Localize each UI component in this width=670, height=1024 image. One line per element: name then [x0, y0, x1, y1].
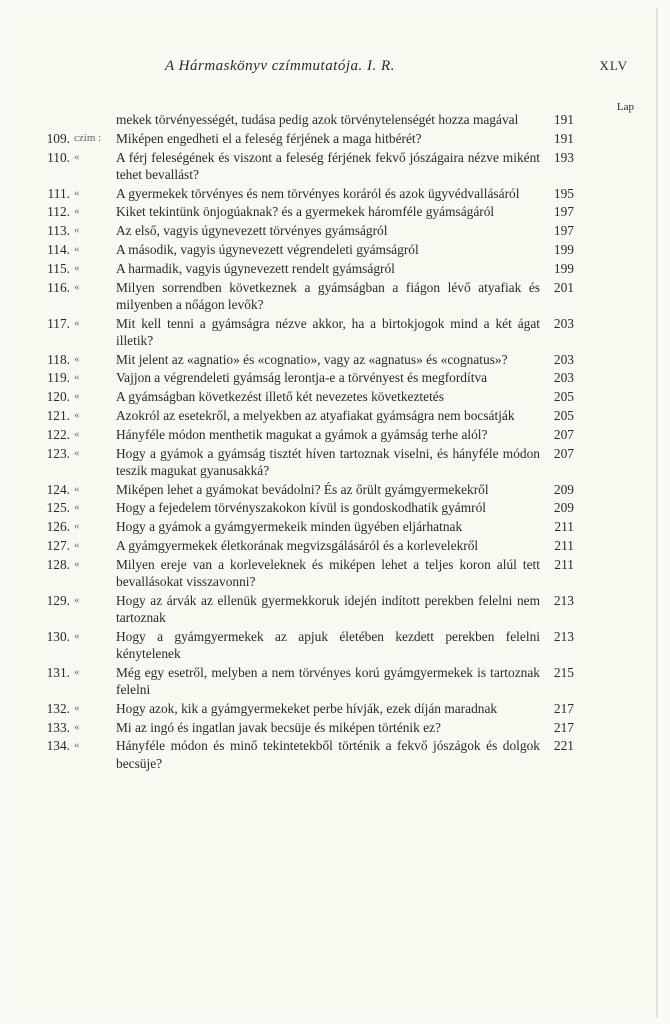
toc-entry [28, 185, 574, 202]
toc-entry [28, 260, 574, 277]
entry-label-mark: « [74, 150, 80, 163]
entry-page: 205 [553, 389, 574, 405]
toc-entry [28, 628, 574, 662]
entry-page: 211 [554, 519, 574, 535]
entry-label-mark: « [74, 629, 80, 642]
entry-title: Milyen sorrendben következnek a gyámságban a fiágon lévő atyafiak és milyenben a nőágon levők? [116, 279, 540, 312]
entry-number: 120. [46, 389, 70, 405]
toc-entry [28, 222, 574, 239]
entry-title: Vajjon a végrendeleti gyámság lerontja-e a törvényest és megfordítva [116, 370, 488, 386]
entry-number: 116. [47, 279, 70, 295]
entry-page: 203 [553, 351, 574, 367]
entry-number: 115. [47, 260, 70, 276]
entry-number [28, 111, 70, 128]
toc-entry [28, 719, 574, 736]
entry-number: 121. [46, 407, 70, 423]
entry-title: A férj feleségének és viszont a feleség férjének fekvő jószágaira nézve miként tehet bevallást? [116, 149, 540, 182]
entry-page: 211 [554, 556, 574, 572]
entry-label-mark: « [74, 446, 80, 459]
entry-label-mark: « [74, 739, 80, 752]
entry-number: 109. [46, 130, 70, 146]
entry-number: 133. [46, 719, 70, 735]
entry-page: 209 [553, 481, 574, 497]
table-of-contents [28, 111, 574, 773]
entry-page: 215 [553, 664, 574, 680]
entry-number: 111. [47, 185, 70, 201]
entry-number: 128. [46, 556, 70, 572]
entry-number: 122. [46, 426, 70, 442]
entry-label-mark: czím : [74, 131, 102, 144]
entry-page: 201 [553, 279, 574, 295]
entry-page: 205 [553, 407, 574, 423]
entry-title: Az első, vagyis úgynevezett törvényes gyámságról [116, 223, 388, 239]
entry-label-mark: « [74, 557, 80, 570]
entry-number: 124. [46, 481, 70, 497]
entry-title: Hogy az árvák az ellenük gyermekkoruk idején indított perekben felelni nem tartoznak [116, 592, 540, 625]
toc-entry [28, 149, 574, 183]
entry-number: 129. [46, 592, 70, 608]
entry-label-mark: « [74, 427, 80, 440]
toc-entry [28, 499, 574, 516]
entry-title: A harmadik, vagyis úgynevezett rendelt gyámságról [116, 260, 395, 276]
entry-number: 112. [47, 204, 70, 220]
entry-label-mark [70, 111, 116, 128]
entry-label-mark: « [74, 371, 80, 384]
toc-entry [28, 111, 574, 128]
entry-number: 130. [46, 628, 70, 644]
entry-title: Miképen lehet a gyámokat bevádolni? És az őrült gyámgyermekekről [116, 481, 489, 497]
entry-title: Mi az ingó és ingatlan javak becsüje és miképen történik ez? [116, 719, 441, 735]
entry-label-mark: « [74, 408, 80, 421]
page-header [10, 58, 656, 82]
entry-title: Milyen ereje van a korleveleknek és miképen lehet a teljes koron alúl tett bevallásokat visszavonni? [116, 556, 540, 589]
entry-number: 127. [46, 537, 70, 553]
toc-entry [28, 518, 574, 535]
toc-entry [28, 279, 574, 313]
entry-title: A gyámgyermekek életkorának megvizsgálásáról és a korlevelekről [116, 537, 479, 553]
book-page [10, 8, 658, 1018]
entry-label-mark: « [74, 390, 80, 403]
entry-page: 221 [553, 738, 574, 754]
toc-entry [28, 700, 574, 717]
entry-number: 132. [46, 700, 70, 716]
entry-label-mark: « [74, 186, 80, 199]
entry-title: Miképen engedheti el a feleség férjének a maga hitbérét? [116, 130, 422, 146]
toc-entry [28, 241, 574, 258]
entry-title: Azokról az esetekről, a melyekben az atyafiakat gyámságra nem bocsátják [116, 407, 515, 423]
entry-page: 217 [553, 719, 574, 735]
toc-entry [28, 351, 574, 368]
running-title: A Hármaskönyv czímmutatója. I. R. [165, 58, 395, 74]
entry-page: 191 [553, 130, 574, 146]
toc-entry [28, 203, 574, 220]
entry-title: Hogy azok, kik a gyámgyermekeket perbe hívják, ezek díján maradnak [116, 700, 498, 716]
toc-entry [28, 737, 574, 771]
entry-title: Még egy esetről, melyben a nem törvényes korú gyámgyermekek is tartoznak felelni [116, 664, 540, 697]
entry-number: 114. [47, 241, 70, 257]
entry-title: Hogy a gyámok a gyámság tisztét híven tartoznak viselni, és hányféle módon teszik magukat gyanusakká? [116, 445, 540, 478]
entry-label-mark: « [74, 316, 80, 329]
entry-page: 197 [553, 223, 574, 239]
entry-page: 197 [553, 204, 574, 220]
entry-label-mark: « [74, 482, 80, 495]
page-column-label: Lap [616, 101, 634, 113]
entry-number: 119. [47, 370, 70, 386]
entry-label-mark: « [74, 261, 80, 274]
entry-label-mark: « [74, 280, 80, 293]
entry-title: A gyámságban következést illető két nevezetes következtetés [116, 389, 444, 405]
toc-entry [28, 664, 574, 698]
entry-title: A gyermekek törvényes és nem törvényes koráról és azok ügyvédvallásáról [116, 185, 520, 201]
toc-entry [28, 426, 574, 443]
entry-number: 131. [46, 664, 70, 680]
entry-number: 125. [46, 500, 70, 516]
entry-page: 191 [553, 112, 574, 127]
entry-label-mark: « [74, 593, 80, 606]
entry-number: 123. [46, 445, 70, 461]
entry-page: 203 [553, 315, 574, 331]
entry-label-mark: « [74, 720, 80, 733]
toc-entry [28, 388, 574, 405]
entry-label-mark: « [74, 224, 80, 237]
toc-entry [28, 130, 574, 147]
entry-page: 195 [553, 185, 574, 201]
entry-title: Hogy a gyámok a gyámgyermekeik minden ügyében eljárhatnak [116, 519, 463, 535]
toc-entry [28, 315, 574, 349]
entry-page: 211 [554, 537, 574, 553]
entry-label-mark: « [74, 205, 80, 218]
entry-title: Hogy a gyámgyermekek az apjuk életében kezdett perekben felelni kénytelenek [116, 628, 540, 661]
entry-number: 134. [46, 738, 70, 754]
entry-page: 213 [553, 628, 574, 644]
entry-label-mark: « [74, 520, 80, 533]
entry-page: 209 [553, 500, 574, 516]
entry-title: Mit jelent az «agnatio» és «cognatio», vagy az «agnatus» és «cognatus»? [116, 351, 508, 367]
entry-title: Hányféle módon menthetik magukat a gyámok a gyámság terhe alól? [116, 426, 488, 442]
entry-number: 126. [46, 519, 70, 535]
entry-page: 207 [553, 426, 574, 442]
entry-page: 213 [553, 592, 574, 608]
entry-title: Mit kell tenni a gyámságra nézve akkor, ha a birtokjogok mind a két ágat illetik? [116, 315, 540, 348]
entry-number: 118. [47, 351, 70, 367]
toc-entry [28, 445, 574, 479]
toc-entry [28, 369, 574, 386]
entry-number: 110. [47, 149, 70, 165]
entry-label-mark: « [74, 665, 80, 678]
entry-number: 117. [47, 315, 70, 331]
entry-label-mark: « [74, 242, 80, 255]
entry-label-mark: « [74, 501, 80, 514]
toc-entry [28, 537, 574, 554]
toc-entry [28, 556, 574, 590]
entry-page: 203 [553, 370, 574, 386]
entry-page: 217 [553, 700, 574, 716]
entry-page: 199 [553, 260, 574, 276]
entry-page: 199 [553, 241, 574, 257]
entry-title: Hogy a fejedelem törvényszakokon kívül is gondoskodhatik gyámról [116, 500, 487, 516]
toc-entry [28, 592, 574, 626]
entry-label-mark: « [74, 352, 80, 365]
entry-title: Hányféle módon és minő tekintetekből történik a fekvő jószágok és dolgok becsüje? [116, 738, 540, 771]
entry-label-mark: « [74, 538, 80, 551]
toc-entry [28, 481, 574, 498]
entry-page: 193 [553, 149, 574, 165]
page-number: XLV [599, 58, 628, 73]
entry-title: A második, vagyis úgynevezett végrendeleti gyámságról [116, 241, 419, 257]
toc-entry [28, 407, 574, 424]
entry-title: mekek törvényességét, tudása pedig azok törvénytelenségét hozza magával [116, 112, 519, 127]
entry-number: 113. [47, 223, 70, 239]
entry-page: 207 [553, 445, 574, 461]
entry-label-mark: « [74, 701, 80, 714]
entry-title: Kiket tekintünk önjogúaknak? és a gyermekek háromféle gyámságáról [116, 204, 495, 220]
